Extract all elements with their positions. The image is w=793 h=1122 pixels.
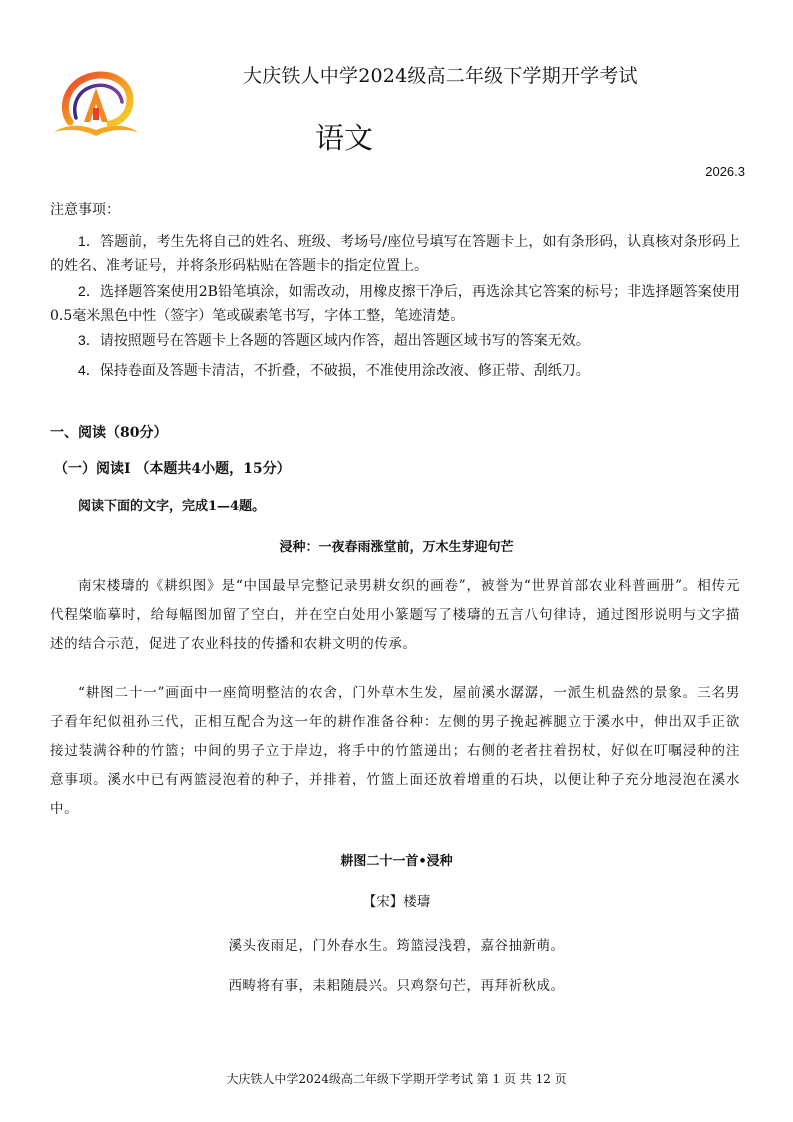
note-number: 3． <box>78 332 100 348</box>
notes-heading: 注意事项： <box>50 202 120 218</box>
article-paragraph: “耕图二十一”画面中一座简明整洁的农舍，门外草木生发，屋前溪水潺潺，一派生机盎然的景象。三名男子看年纪似祖孙三代，正相互配合为这一年的耕作准备谷种：左侧的男子挽起裤腿立于溪水中，伸出双手正欲接过装满谷种的竹篮；中间的男子立于岸边，将手中的竹篮递出；右侧的老者拄着拐杖，好似在叮嘱浸种的注意事项。溪水中已有两篮浸泡着的种子，并排着，竹篮上面还放着增重的石块，以便让种子充分地浸泡在溪水中。 <box>50 685 740 817</box>
note-text: 选择题答案使用2B铅笔填涂，如需改动，用橡皮擦干净后，再选涂其它答案的标号；非选择题答案使用0.5毫米黑色中性（签字）笔或碳素笔书写，字体工整，笔迹清楚。 <box>50 284 740 324</box>
note-text: 保持卷面及答题卡清洁，不折叠，不破损，不准使用涂改液、修正带、刮纸刀。 <box>99 363 590 379</box>
subject-title: 语文 <box>315 121 374 155</box>
note-item <box>50 229 740 278</box>
subsection-heading: （一）阅读Ⅰ （本题共4小题，15分） <box>54 461 291 477</box>
article-title: 浸种：一夜春雨涨堂前，万木生芽迎句芒 <box>279 540 514 555</box>
section-heading: 一、阅读（80分） <box>50 425 168 441</box>
poem-line: 溪头夜雨足，门外春水生。筠篮浸浅碧，嘉谷抽新萌。 <box>228 938 565 954</box>
exam-date: 2026.3 <box>705 164 745 179</box>
note-number: 1． <box>78 233 101 249</box>
page-footer: 大庆铁人中学2024级高二年级下学期开学考试 第 1 页 共 12 页 <box>226 1072 567 1086</box>
note-text: 请按照题号在答题卡上各题的答题区域内作答，超出答题区域书写的答案无效。 <box>99 333 590 349</box>
article-paragraph: 南宋楼璹的《耕织图》是“中国最早完整记录男耕女织的画卷”，被誉为“世界首部农业科普画册”。相传元代程棨临摹时，给每幅图加留了空白，并在空白处用小篆题写了楼璹的五言八句律诗，通过图形说明与文字描述的结合示范，促进了农业科技的传播和农耕文明的传承。 <box>50 578 740 652</box>
poem-author: 【宋】楼璹 <box>362 894 431 910</box>
note-item <box>50 328 740 353</box>
note-text: 答题前，考生先将自己的姓名、班级、考场号/座位号填写在答题卡上，如有条形码，认真核对条形码上的姓名、准考证号，并将条形码粘贴在答题卡的指定位置上。 <box>50 234 740 274</box>
poem-line: 西畴将有事，耒耜随晨兴。只鸡祭句芒，再拜祈秋成。 <box>228 978 565 994</box>
note-item <box>50 279 740 328</box>
reading-instruction: 阅读下面的文字，完成1—4题。 <box>78 499 266 514</box>
note-item <box>50 358 740 383</box>
note-number: 4． <box>78 362 100 378</box>
poem-title: 耕图二十一首•浸种 <box>340 854 453 869</box>
exam-title: 大庆铁人中学2024级高二年级下学期开学考试 <box>243 65 638 87</box>
note-number: 2． <box>78 283 101 299</box>
school-logo <box>50 70 142 140</box>
